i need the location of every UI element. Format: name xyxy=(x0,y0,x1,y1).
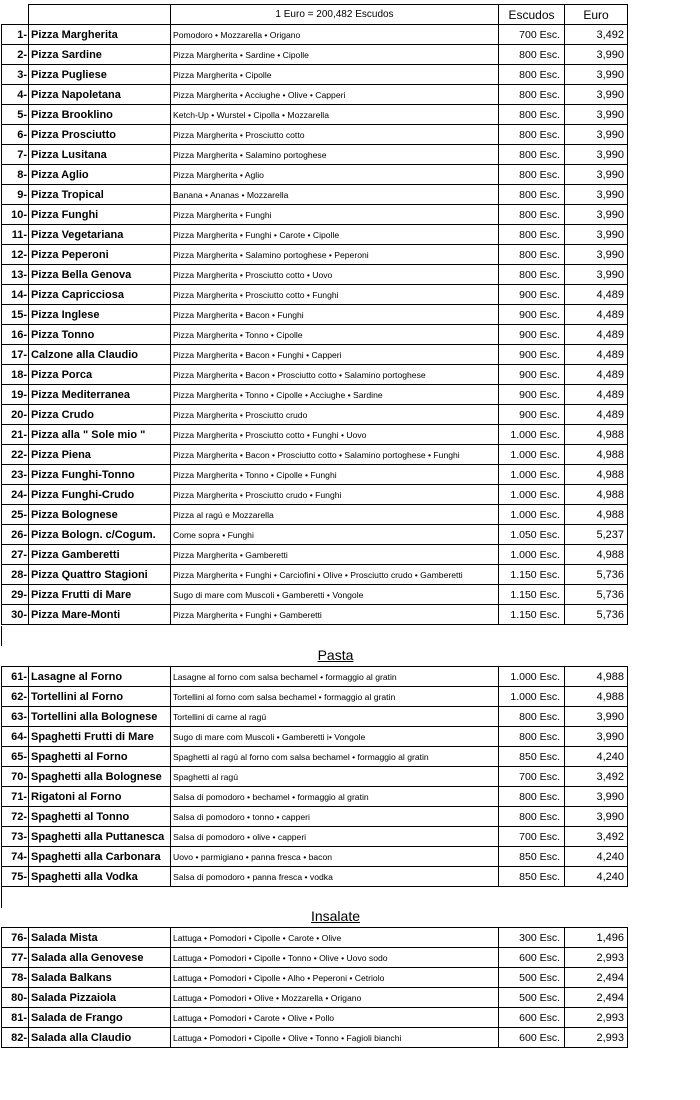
item-price-escudos: 600 Esc. xyxy=(499,1028,565,1048)
item-price-euro: 3,990 xyxy=(565,225,628,245)
item-price-euro: 3,990 xyxy=(565,707,628,727)
item-number: 23- xyxy=(2,465,29,485)
item-price-escudos: 900 Esc. xyxy=(499,345,565,365)
item-price-euro: 2,494 xyxy=(565,968,628,988)
item-price-euro: 5,736 xyxy=(565,605,628,625)
item-price-euro: 4,988 xyxy=(565,465,628,485)
pizza-menu-body xyxy=(2,5,628,625)
menu-row xyxy=(2,948,628,968)
item-description: Pizza Margherita • Prosciutto cotto • Funghi • Uovo xyxy=(171,425,499,445)
item-name: Pizza Vegetariana xyxy=(29,225,171,245)
item-description: Salsa di pomodoro • olive • capperi xyxy=(171,827,499,847)
item-price-euro: 3,492 xyxy=(565,25,628,45)
left-border-line xyxy=(1,887,2,908)
item-description: Pizza Margherita • Aglio xyxy=(171,165,499,185)
item-name: Pizza Tropical xyxy=(29,185,171,205)
item-number: 17- xyxy=(2,345,29,365)
item-name: Salada Mista xyxy=(29,928,171,948)
item-price-euro: 4,489 xyxy=(565,385,628,405)
item-number: 2- xyxy=(2,45,29,65)
menu-row xyxy=(2,265,628,285)
item-name: Salada alla Genovese xyxy=(29,948,171,968)
item-price-euro: 4,489 xyxy=(565,325,628,345)
item-price-euro: 4,489 xyxy=(565,405,628,425)
item-price-escudos: 1.150 Esc. xyxy=(499,585,565,605)
item-price-euro: 3,990 xyxy=(565,807,628,827)
item-description: Sugo di mare com Muscoli • Gamberetti • Vongole xyxy=(171,585,499,605)
header-blank-name xyxy=(29,5,171,25)
header-row xyxy=(2,5,628,25)
menu-row xyxy=(2,727,628,747)
item-description: Lasagne al forno com salsa bechamel • formaggio al gratin xyxy=(171,667,499,687)
item-price-euro: 4,988 xyxy=(565,445,628,465)
item-name: Pizza Lusitana xyxy=(29,145,171,165)
item-number: 12- xyxy=(2,245,29,265)
item-number: 3- xyxy=(2,65,29,85)
left-border-line xyxy=(1,626,2,646)
item-description: Lattuga • Pomodori • Cipolle • Tonno • Olive • Uovo sodo xyxy=(171,948,499,968)
menu-row xyxy=(2,707,628,727)
item-price-euro: 1,496 xyxy=(565,928,628,948)
item-name: Salada alla Claudio xyxy=(29,1028,171,1048)
item-price-euro: 3,990 xyxy=(565,65,628,85)
item-name: Pizza Quattro Stagioni xyxy=(29,565,171,585)
item-description: Sugo di mare com Muscoli • Gamberetti i• Vongole xyxy=(171,727,499,747)
item-price-escudos: 1.000 Esc. xyxy=(499,485,565,505)
item-description: Ketch-Up • Wurstel • Cipolla • Mozzarella xyxy=(171,105,499,125)
item-number: 8- xyxy=(2,165,29,185)
item-price-escudos: 800 Esc. xyxy=(499,185,565,205)
item-price-escudos: 700 Esc. xyxy=(499,827,565,847)
item-price-escudos: 800 Esc. xyxy=(499,707,565,727)
menu-row xyxy=(2,85,628,105)
item-number: 81- xyxy=(2,1008,29,1028)
item-price-escudos: 850 Esc. xyxy=(499,747,565,767)
item-price-euro: 4,489 xyxy=(565,345,628,365)
item-price-escudos: 500 Esc. xyxy=(499,988,565,1008)
item-price-euro: 2,993 xyxy=(565,1028,628,1048)
item-description: Pizza Margherita • Salamino portoghese • Peperoni xyxy=(171,245,499,265)
menu-row xyxy=(2,245,628,265)
item-description: Pizza Margherita • Tonno • Cipolle • Acciughe • Sardine xyxy=(171,385,499,405)
item-name: Pizza Pugliese xyxy=(29,65,171,85)
menu-row xyxy=(2,1008,628,1028)
item-description: Banana • Ananas • Mozzarella xyxy=(171,185,499,205)
menu-row xyxy=(2,1028,628,1048)
item-price-escudos: 700 Esc. xyxy=(499,767,565,787)
menu-row xyxy=(2,45,628,65)
menu-row xyxy=(2,807,628,827)
item-name: Lasagne al Forno xyxy=(29,667,171,687)
item-description: Pizza Margherita • Bacon • Funghi xyxy=(171,305,499,325)
item-name: Calzone alla Claudio xyxy=(29,345,171,365)
item-description: Pizza Margherita • Tonno • Cipolle • Funghi xyxy=(171,465,499,485)
menu-row xyxy=(2,585,628,605)
menu-row xyxy=(2,125,628,145)
item-number: 80- xyxy=(2,988,29,1008)
item-price-euro: 3,990 xyxy=(565,265,628,285)
header-euro: Euro xyxy=(565,5,628,25)
item-description: Uovo • parmigiano • panna fresca • bacon xyxy=(171,847,499,867)
item-price-euro: 4,489 xyxy=(565,365,628,385)
menu-row xyxy=(2,988,628,1008)
item-price-escudos: 700 Esc. xyxy=(499,25,565,45)
item-number: 20- xyxy=(2,405,29,425)
item-price-escudos: 800 Esc. xyxy=(499,125,565,145)
item-price-escudos: 1.000 Esc. xyxy=(499,445,565,465)
menu-row xyxy=(2,687,628,707)
menu-row xyxy=(2,145,628,165)
exchange-rate: 1 Euro = 200,482 Escudos xyxy=(171,5,499,25)
menu-row xyxy=(2,867,628,887)
item-description: Pizza Margherita • Prosciutto cotto • Funghi xyxy=(171,285,499,305)
item-price-euro: 3,990 xyxy=(565,45,628,65)
item-number: 26- xyxy=(2,525,29,545)
item-description: Pomodoro • Mozzarella • Origano xyxy=(171,25,499,45)
item-number: 16- xyxy=(2,325,29,345)
item-price-escudos: 1.000 Esc. xyxy=(499,465,565,485)
insalate-menu-body xyxy=(2,928,628,1048)
menu-row xyxy=(2,505,628,525)
item-price-euro: 5,736 xyxy=(565,565,628,585)
header-escudos: Escudos xyxy=(499,5,565,25)
menu-row xyxy=(2,305,628,325)
item-price-escudos: 300 Esc. xyxy=(499,928,565,948)
item-description: Lattuga • Pomodori • Cipolle • Olive • Tonno • Fagioli bianchi xyxy=(171,1028,499,1048)
item-description: Pizza Margherita • Funghi xyxy=(171,205,499,225)
item-price-escudos: 800 Esc. xyxy=(499,65,565,85)
item-price-escudos: 900 Esc. xyxy=(499,365,565,385)
item-price-escudos: 800 Esc. xyxy=(499,85,565,105)
item-price-euro: 3,990 xyxy=(565,205,628,225)
item-price-escudos: 900 Esc. xyxy=(499,305,565,325)
item-number: 70- xyxy=(2,767,29,787)
item-number: 62- xyxy=(2,687,29,707)
menu-row xyxy=(2,365,628,385)
item-number: 21- xyxy=(2,425,29,445)
item-name: Pizza Brooklino xyxy=(29,105,171,125)
item-name: Spaghetti al Forno xyxy=(29,747,171,767)
item-price-escudos: 800 Esc. xyxy=(499,105,565,125)
item-name: Pizza Inglese xyxy=(29,305,171,325)
item-price-escudos: 800 Esc. xyxy=(499,165,565,185)
item-name: Spaghetti alla Bolognese xyxy=(29,767,171,787)
item-description: Salsa di pomodoro • tonno • capperi xyxy=(171,807,499,827)
item-name: Pizza Crudo xyxy=(29,405,171,425)
item-price-euro: 2,494 xyxy=(565,988,628,1008)
item-description: Lattuga • Pomodori • Cipolle • Alho • Peperoni • Cetriolo xyxy=(171,968,499,988)
item-name: Rigatoni al Forno xyxy=(29,787,171,807)
item-price-euro: 4,988 xyxy=(565,667,628,687)
item-number: 72- xyxy=(2,807,29,827)
item-price-euro: 3,990 xyxy=(565,727,628,747)
item-price-euro: 3,990 xyxy=(565,185,628,205)
item-name: Salada Balkans xyxy=(29,968,171,988)
item-description: Pizza Margherita • Salamino portoghese xyxy=(171,145,499,165)
item-description: Pizza Margherita • Bacon • Prosciutto cotto • Salamino portoghese • Funghi xyxy=(171,445,499,465)
item-price-escudos: 900 Esc. xyxy=(499,325,565,345)
item-price-euro: 3,990 xyxy=(565,245,628,265)
item-price-euro: 4,988 xyxy=(565,545,628,565)
item-description: Salsa di pomodoro • bechamel • formaggio al gratin xyxy=(171,787,499,807)
item-number: 22- xyxy=(2,445,29,465)
pasta-menu-body xyxy=(2,667,628,887)
item-price-escudos: 850 Esc. xyxy=(499,847,565,867)
menu-row xyxy=(2,767,628,787)
item-price-escudos: 1.000 Esc. xyxy=(499,505,565,525)
item-number: 76- xyxy=(2,928,29,948)
item-price-escudos: 1.150 Esc. xyxy=(499,605,565,625)
item-name: Pizza Peperoni xyxy=(29,245,171,265)
item-price-euro: 3,492 xyxy=(565,827,628,847)
menu-row xyxy=(2,105,628,125)
item-name: Pizza Margherita xyxy=(29,25,171,45)
menu-row xyxy=(2,285,628,305)
item-name: Pizza Gamberetti xyxy=(29,545,171,565)
item-number: 77- xyxy=(2,948,29,968)
item-description: Pizza Margherita • Acciughe • Olive • Capperi xyxy=(171,85,499,105)
item-description: Pizza Margherita • Cipolle xyxy=(171,65,499,85)
item-description: Pizza Margherita • Prosciutto cotto • Uovo xyxy=(171,265,499,285)
item-price-escudos: 900 Esc. xyxy=(499,285,565,305)
item-price-euro: 4,240 xyxy=(565,747,628,767)
item-number: 63- xyxy=(2,707,29,727)
item-number: 65- xyxy=(2,747,29,767)
item-price-euro: 4,988 xyxy=(565,505,628,525)
item-number: 10- xyxy=(2,205,29,225)
item-description: Pizza Margherita • Sardine • Cipolle xyxy=(171,45,499,65)
item-name: Pizza Funghi xyxy=(29,205,171,225)
item-name: Pizza Funghi-Crudo xyxy=(29,485,171,505)
item-name: Pizza Capricciosa xyxy=(29,285,171,305)
item-name: Salada de Frango xyxy=(29,1008,171,1028)
item-number: 5- xyxy=(2,105,29,125)
menu-row xyxy=(2,185,628,205)
item-price-escudos: 1.000 Esc. xyxy=(499,545,565,565)
item-price-escudos: 1.050 Esc. xyxy=(499,525,565,545)
item-description: Come sopra • Funghi xyxy=(171,525,499,545)
menu-row xyxy=(2,345,628,365)
menu-row xyxy=(2,827,628,847)
item-number: 29- xyxy=(2,585,29,605)
menu-row xyxy=(2,747,628,767)
item-name: Salada Pizzaiola xyxy=(29,988,171,1008)
item-price-escudos: 800 Esc. xyxy=(499,727,565,747)
item-number: 13- xyxy=(2,265,29,285)
item-price-euro: 4,988 xyxy=(565,425,628,445)
item-price-escudos: 900 Esc. xyxy=(499,405,565,425)
item-price-euro: 3,990 xyxy=(565,787,628,807)
section-title-pasta: Pasta xyxy=(317,647,354,663)
menu-row xyxy=(2,787,628,807)
item-number: 6- xyxy=(2,125,29,145)
item-name: Pizza Aglio xyxy=(29,165,171,185)
menu-row xyxy=(2,385,628,405)
item-description: Tortellini al forno com salsa bechamel • formaggio al gratin xyxy=(171,687,499,707)
item-number: 28- xyxy=(2,565,29,585)
menu-row xyxy=(2,525,628,545)
item-number: 73- xyxy=(2,827,29,847)
item-price-euro: 4,489 xyxy=(565,305,628,325)
item-name: Spaghetti Frutti di Mare xyxy=(29,727,171,747)
item-price-escudos: 600 Esc. xyxy=(499,1008,565,1028)
item-description: Pizza Margherita • Prosciutto cotto xyxy=(171,125,499,145)
item-price-euro: 4,988 xyxy=(565,485,628,505)
item-number: 9- xyxy=(2,185,29,205)
item-description: Pizza Margherita • Tonno • Cipolle xyxy=(171,325,499,345)
item-price-escudos: 1.150 Esc. xyxy=(499,565,565,585)
item-name: Spaghetti al Tonno xyxy=(29,807,171,827)
item-price-euro: 4,988 xyxy=(565,687,628,707)
item-price-escudos: 1.000 Esc. xyxy=(499,687,565,707)
item-price-escudos: 1.000 Esc. xyxy=(499,667,565,687)
item-name: Spaghetti alla Vodka xyxy=(29,867,171,887)
item-price-escudos: 800 Esc. xyxy=(499,205,565,225)
item-number: 24- xyxy=(2,485,29,505)
item-number: 11- xyxy=(2,225,29,245)
item-name: Pizza Mediterranea xyxy=(29,385,171,405)
pizza-menu-table xyxy=(1,4,628,625)
item-price-euro: 5,237 xyxy=(565,525,628,545)
item-description: Pizza Margherita • Funghi • Carote • Cipolle xyxy=(171,225,499,245)
item-name: Pizza Bolognese xyxy=(29,505,171,525)
item-number: 75- xyxy=(2,867,29,887)
item-description: Salsa di pomodoro • panna fresca • vodka xyxy=(171,867,499,887)
item-name: Pizza Bella Genova xyxy=(29,265,171,285)
item-description: Tortellini di carne al ragú xyxy=(171,707,499,727)
item-price-euro: 2,993 xyxy=(565,1008,628,1028)
item-description: Pizza Margherita • Gamberetti xyxy=(171,545,499,565)
menu-row xyxy=(2,565,628,585)
menu-row xyxy=(2,465,628,485)
menu-row xyxy=(2,545,628,565)
item-price-escudos: 500 Esc. xyxy=(499,968,565,988)
menu-row xyxy=(2,605,628,625)
item-price-escudos: 850 Esc. xyxy=(499,867,565,887)
item-price-euro: 3,990 xyxy=(565,105,628,125)
item-price-escudos: 800 Esc. xyxy=(499,245,565,265)
item-price-escudos: 800 Esc. xyxy=(499,265,565,285)
item-price-euro: 2,993 xyxy=(565,948,628,968)
menu-row xyxy=(2,425,628,445)
item-number: 19- xyxy=(2,385,29,405)
item-price-euro: 5,736 xyxy=(565,585,628,605)
item-number: 4- xyxy=(2,85,29,105)
item-name: Pizza Napoletana xyxy=(29,85,171,105)
item-number: 27- xyxy=(2,545,29,565)
item-description: Pizza Margherita • Bacon • Funghi • Capperi xyxy=(171,345,499,365)
item-name: Spaghetti alla Carbonara xyxy=(29,847,171,867)
menu-row xyxy=(2,165,628,185)
item-name: Spaghetti alla Puttanesca xyxy=(29,827,171,847)
item-price-euro: 3,990 xyxy=(565,125,628,145)
item-name: Pizza Tonno xyxy=(29,325,171,345)
menu-row xyxy=(2,65,628,85)
item-name: Tortellini alla Bolognese xyxy=(29,707,171,727)
item-name: Pizza Porca xyxy=(29,365,171,385)
insalate-menu-table xyxy=(1,927,628,1048)
header-blank-num xyxy=(2,5,29,25)
item-number: 71- xyxy=(2,787,29,807)
item-description: Pizza Margherita • Prosciutto crudo xyxy=(171,405,499,425)
menu-row xyxy=(2,325,628,345)
item-price-escudos: 600 Esc. xyxy=(499,948,565,968)
item-price-euro: 3,492 xyxy=(565,767,628,787)
item-name: Pizza Prosciutto xyxy=(29,125,171,145)
item-number: 15- xyxy=(2,305,29,325)
item-number: 14- xyxy=(2,285,29,305)
item-price-euro: 3,990 xyxy=(565,165,628,185)
item-name: Tortellini al Forno xyxy=(29,687,171,707)
pasta-menu-table xyxy=(1,666,628,887)
item-price-escudos: 800 Esc. xyxy=(499,807,565,827)
item-name: Pizza Frutti di Mare xyxy=(29,585,171,605)
item-price-escudos: 1.000 Esc. xyxy=(499,425,565,445)
item-name: Pizza Sardine xyxy=(29,45,171,65)
menu-row xyxy=(2,667,628,687)
item-name: Pizza Mare-Monti xyxy=(29,605,171,625)
menu-row xyxy=(2,445,628,465)
item-number: 18- xyxy=(2,365,29,385)
item-price-euro: 3,990 xyxy=(565,85,628,105)
item-description: Spaghetti al ragú xyxy=(171,767,499,787)
item-price-escudos: 800 Esc. xyxy=(499,145,565,165)
menu-row xyxy=(2,928,628,948)
item-name: Pizza Funghi-Tonno xyxy=(29,465,171,485)
item-description: Lattuga • Pomodori • Carote • Olive • Pollo xyxy=(171,1008,499,1028)
item-number: 61- xyxy=(2,667,29,687)
item-number: 25- xyxy=(2,505,29,525)
item-price-escudos: 900 Esc. xyxy=(499,385,565,405)
item-price-euro: 4,240 xyxy=(565,847,628,867)
item-price-euro: 4,240 xyxy=(565,867,628,887)
item-number: 1- xyxy=(2,25,29,45)
item-description: Lattuga • Pomodori • Olive • Mozzarella • Origano xyxy=(171,988,499,1008)
item-number: 78- xyxy=(2,968,29,988)
item-number: 74- xyxy=(2,847,29,867)
item-price-euro: 4,489 xyxy=(565,285,628,305)
menu-row xyxy=(2,968,628,988)
item-description: Spaghetti al ragú al forno com salsa bechamel • formaggio al gratin xyxy=(171,747,499,767)
item-price-escudos: 800 Esc. xyxy=(499,225,565,245)
item-name: Pizza Piena xyxy=(29,445,171,465)
menu-row xyxy=(2,405,628,425)
item-name: Pizza alla " Sole mio " xyxy=(29,425,171,445)
item-number: 7- xyxy=(2,145,29,165)
item-price-escudos: 800 Esc. xyxy=(499,45,565,65)
menu-row xyxy=(2,847,628,867)
item-number: 64- xyxy=(2,727,29,747)
item-description: Pizza Margherita • Prosciutto crudo • Funghi xyxy=(171,485,499,505)
item-description: Pizza al ragú e Mozzarella xyxy=(171,505,499,525)
item-description: Pizza Margherita • Funghi • Carciofini • Olive • Prosciutto crudo • Gamberetti xyxy=(171,565,499,585)
menu-row xyxy=(2,225,628,245)
menu-row xyxy=(2,485,628,505)
item-number: 82- xyxy=(2,1028,29,1048)
menu-row xyxy=(2,25,628,45)
item-price-euro: 3,990 xyxy=(565,145,628,165)
item-description: Pizza Margherita • Funghi • Gamberetti xyxy=(171,605,499,625)
section-title-insalate: Insalate xyxy=(310,908,361,924)
item-name: Pizza Bologn. c/Cogum. xyxy=(29,525,171,545)
item-price-escudos: 800 Esc. xyxy=(499,787,565,807)
item-description: Lattuga • Pomodori • Cipolle • Carote • Olive xyxy=(171,928,499,948)
item-description: Pizza Margherita • Bacon • Prosciutto cotto • Salamino portoghese xyxy=(171,365,499,385)
menu-row xyxy=(2,205,628,225)
item-number: 30- xyxy=(2,605,29,625)
